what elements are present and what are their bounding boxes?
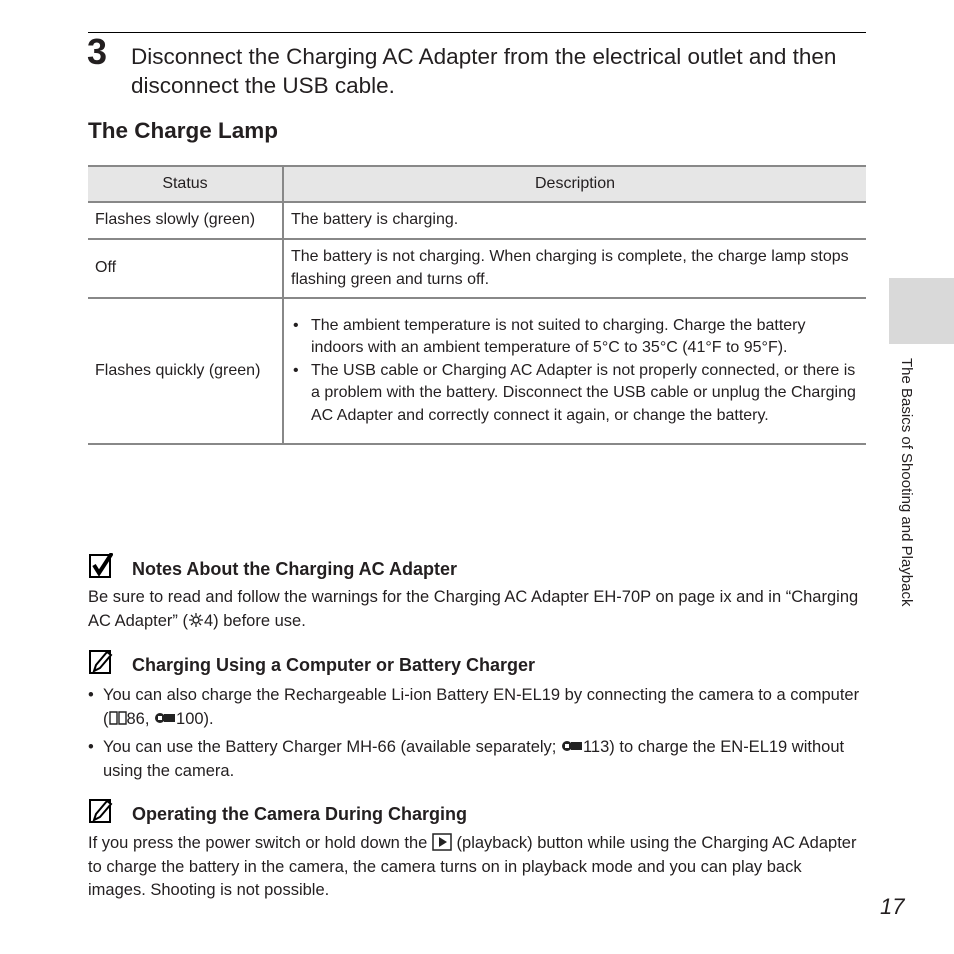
description-bullet-list — [291, 315, 860, 428]
note-title: Operating the Camera During Charging — [132, 804, 468, 824]
side-tab-label: The Basics of Shooting and Playback — [898, 358, 915, 607]
bullet: • — [88, 686, 94, 704]
bullet: • — [88, 738, 94, 756]
note-text: 4) before use. — [203, 611, 306, 630]
table-row — [88, 239, 866, 298]
book-icon — [109, 710, 127, 726]
table-header-status: Status — [88, 166, 283, 202]
note-body — [88, 832, 863, 903]
note-text: If you press the power switch or hold down the — [88, 834, 428, 852]
status-cell: Off — [88, 239, 283, 298]
note-text: 100). — [176, 710, 214, 728]
reference-tab-icon — [154, 711, 176, 725]
page-number: 17 — [880, 894, 905, 919]
reference-tab-icon — [561, 739, 583, 753]
pencil-icon — [89, 798, 113, 824]
description-cell: The battery is not charging. When charging is complete, the charge lamp stops flashing green and turns off. — [283, 239, 866, 298]
list-item: • The ambient temperature is not suited to charging. Charge the battery indoors with an ambient temperature of 5°C to 35°C (41°F to 95°F). — [291, 315, 860, 360]
description-cell: The battery is charging. — [283, 202, 866, 239]
top-rule — [88, 32, 866, 33]
note-text: 86, — [126, 710, 155, 728]
note-title: Charging Using a Computer or Battery Charger — [132, 655, 536, 675]
note-text: You can also charge the Rechargeable Li-ion Battery EN-EL19 by connecting the camera to a computer ( — [103, 686, 860, 728]
list-item — [88, 683, 863, 731]
list-item: • The USB cable or Charging AC Adapter is not properly connected, or there is a problem with the battery. Disconnect the USB cable or unplug the Charging AC Adapter and correctly connect it again, or change the battery. — [291, 360, 860, 428]
section-title: The Charge Lamp — [88, 118, 279, 143]
description-cell — [283, 298, 866, 444]
note-title: Notes About the Charging AC Adapter — [132, 559, 457, 579]
status-cell: Flashes quickly (green) — [88, 298, 283, 444]
step-number: 3 — [87, 31, 108, 72]
note-text: Be sure to read and follow the warnings for the Charging AC Adapter EH-70P on page ix and in “Charging AC Adapter” ( — [88, 588, 859, 630]
note-body — [88, 586, 863, 633]
note-text: 113) to charge the EN-EL19 without using the camera. — [103, 738, 845, 780]
note-text: (playback) button while using the Charging AC Adapter to charge the battery in the camera, the camera turns on in playback mode and you can play back images. Shooting is not possible. — [88, 834, 857, 899]
playback-button-icon — [432, 833, 452, 851]
charge-lamp-table — [88, 165, 866, 445]
table-header-description: Description — [283, 166, 866, 202]
step-instruction: Disconnect the Charging AC Adapter from the electrical outlet and then disconnect the USB cable. — [131, 44, 837, 98]
note-text: You can use the Battery Charger MH-66 (available separately; — [103, 738, 561, 756]
reference-icon — [188, 612, 204, 628]
side-tab — [889, 278, 954, 344]
status-cell: Flashes slowly (green) — [88, 202, 283, 239]
table-row — [88, 202, 866, 239]
list-item — [88, 735, 863, 783]
table-row — [88, 298, 866, 444]
pencil-icon — [89, 649, 113, 675]
checkmark-icon — [89, 553, 113, 579]
